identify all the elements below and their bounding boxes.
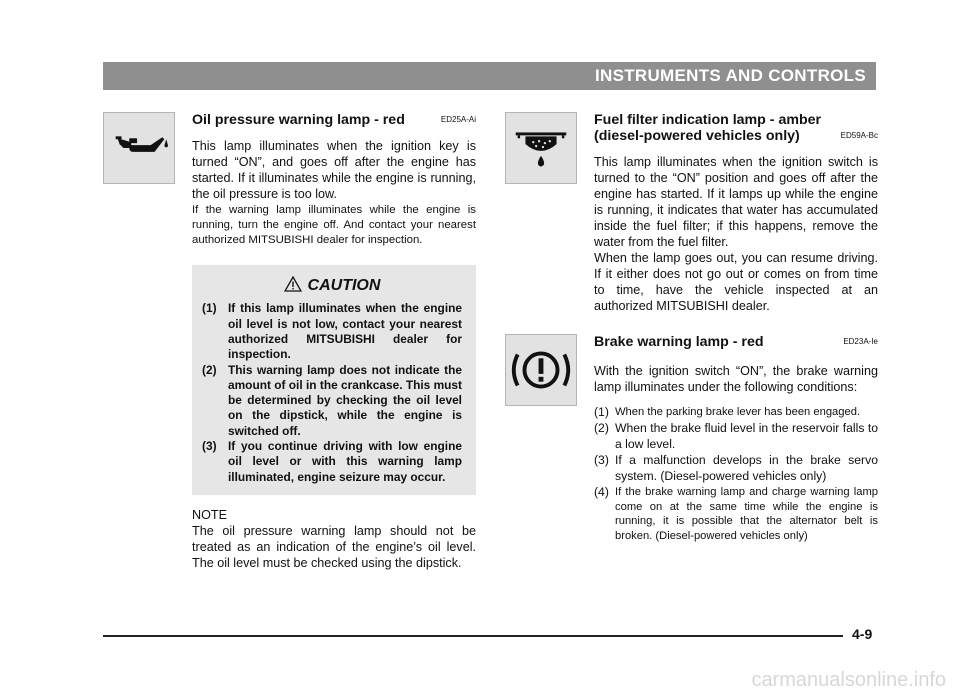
fuel-filter-code: ED59A-Bc [840, 131, 878, 140]
footer-rule [103, 635, 843, 637]
section-title: INSTRUMENTS AND CONTROLS [594, 66, 866, 85]
caution-item: (3) If you continue driving with low engine oil level or with this warning lamp illuminated, engine seizure may occur. [202, 439, 462, 484]
brake-warning-section [594, 334, 878, 544]
list-item: (2) When the brake fluid level in the reservoir falls to a low level. [594, 421, 878, 451]
fuel-filter-icon [505, 112, 577, 184]
caution-item: (1) If this lamp illuminates when the engine oil level is not low, contact your nearest authorized MITSUBISHI dealer for inspection. [202, 301, 462, 362]
caution-box [192, 265, 476, 495]
warning-triangle-icon [284, 276, 302, 292]
oil-pressure-heading: Oil pressure warning lamp - red ED25A-Ai [192, 112, 476, 128]
brake-warning-heading: Brake warning lamp - red ED23A-Ie [594, 334, 878, 350]
oil-pressure-section [192, 112, 476, 571]
oil-can-icon [103, 112, 175, 184]
oil-pressure-para1: This lamp illuminates when the ignition key is turned “ON”, and goes off after the engine has started. If it illuminates while the engine is running, the oil pressure is too low. [192, 139, 476, 201]
fuel-filter-heading: Fuel filter indication lamp - amber (diesel-powered vehicles only) ED59A-Bc [594, 112, 878, 144]
caution-item: (2) This warning lamp does not indicate the amount of oil in the crankcase. This must be determined by checking the oil level on the dipstick, while the engine is switched off. [202, 362, 462, 438]
brake-warning-code: ED23A-Ie [843, 337, 878, 346]
fuel-filter-section [594, 112, 878, 314]
brake-warning-intro: With the ignition switch “ON”, the brake warning lamp illuminates under the following conditions: [594, 364, 878, 394]
note-text: The oil pressure warning lamp should not be treated as an indication of the engine’s oil level. The oil level must be checked using the dipstick. [192, 523, 476, 570]
section-header-bar [103, 62, 876, 90]
brake-warning-icon [505, 334, 577, 406]
page-number: 4-9 [852, 626, 873, 642]
brake-conditions-list [594, 405, 878, 543]
caution-heading: CAUTION [202, 275, 462, 297]
fuel-filter-para2: When the lamp goes out, you can resume driving. If it either does not go out or comes on from time to time, have the vehicle inspected at an authorized MITSUBISHI dealer. [594, 251, 878, 313]
note-label: NOTE [192, 507, 227, 522]
list-item: (1) When the parking brake lever has been engaged. [594, 405, 861, 419]
list-item: (3) If a malfunction develops in the brake servo system. (Diesel-powered vehicles only) [594, 453, 878, 483]
list-item: (4) If the brake warning lamp and charge warning lamp come on at the same time while the engine is running, it is possible that the alternator belt is broken. (Diesel-powered vehicles only) [594, 485, 878, 542]
fuel-filter-para1: This lamp illuminates when the ignition switch is turned to the “ON” position and goes off after the engine has started. If it lamps up while the engine is running, it indicates that water has accumulated inside the fuel filter; if this happens, remove the water from the fuel filter. [594, 155, 878, 249]
oil-pressure-code: ED25A-Ai [440, 115, 476, 124]
watermark: carmanualsonline.info [751, 669, 946, 691]
oil-pressure-para2: If the warning lamp illuminates while the engine is running, turn the engine off. And contact your nearest authorized MITSUBISHI dealer for inspection. [192, 204, 476, 246]
